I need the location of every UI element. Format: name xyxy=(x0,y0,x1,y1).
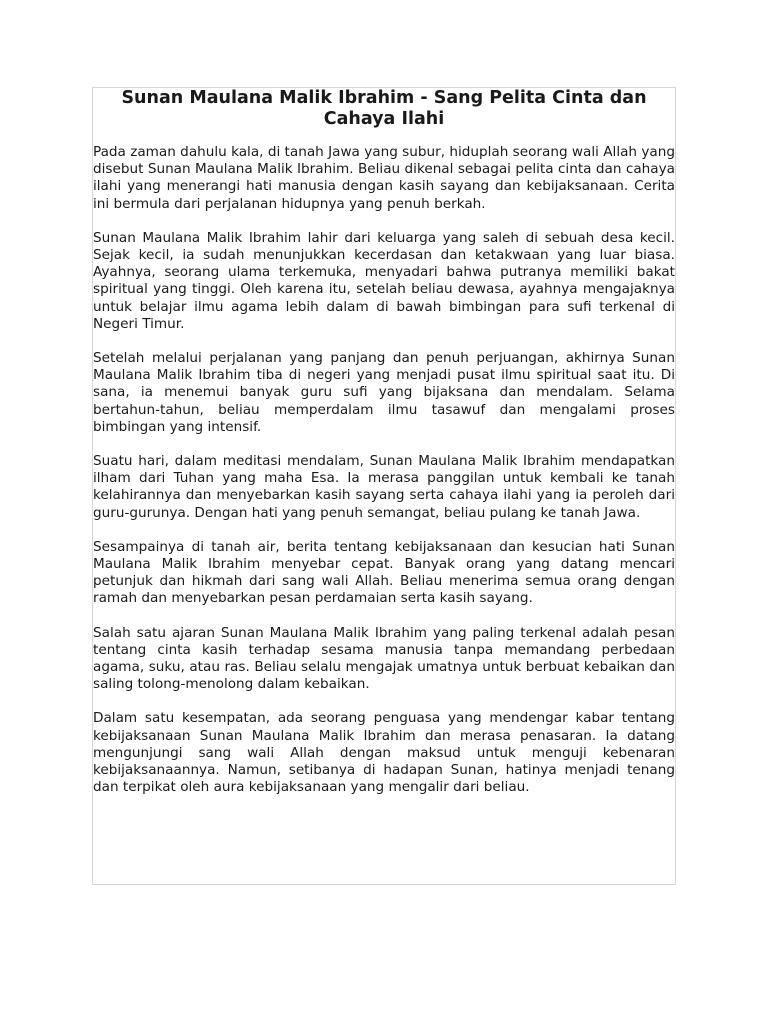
document-body xyxy=(93,88,675,797)
paragraph: Dalam satu kesempatan, ada seorang penguasa yang mendengar kabar tentang kebijaksanaan Sunan Maulana Malik Ibrahim dan merasa penasaran. Ia datang mengunjungi sang wali Allah dengan maksud untuk menguji kebenaran kebijaksanaannya. Namun, setibanya di hadapan Sunan, hatinya menjadi tenang dan terpikat oleh aura kebijaksanaan yang mengalir dari beliau. xyxy=(93,710,675,796)
paragraph: Sesampainya di tanah air, berita tentang kebijaksanaan dan kesucian hati Sunan Maulana Malik Ibrahim menyebar cepat. Banyak orang yang datang mencari petunjuk dan hikmah dari sang wali Allah. Beliau menerima semua orang dengan ramah dan menyebarkan pesan perdamaian serta kasih sayang. xyxy=(93,538,675,607)
paragraph: Sunan Maulana Malik Ibrahim lahir dari keluarga yang saleh di sebuah desa kecil. Sejak kecil, ia sudah menunjukkan kecerdasan dan ketakwaan yang luar biasa. Ayahnya, seorang ulama terkemuka, menyadari bahwa putranya memiliki bakat spiritual yang tinggi. Oleh karena itu, setelah beliau dewasa, ayahnya mengajaknya untuk belajar ilmu agama lebih dalam di bawah bimbingan para sufi terkenal di Negeri Timur. xyxy=(93,229,675,332)
paragraph: Suatu hari, dalam meditasi mendalam, Sunan Maulana Malik Ibrahim mendapatkan ilham dari Tuhan yang maha Esa. Ia merasa panggilan untuk kembali ke tanah kelahirannya dan menyebarkan kasih sayang serta cahaya ilahi yang ia peroleh dari guru-gurunya. Dengan hati yang penuh semangat, beliau pulang ke tanah Jawa. xyxy=(93,453,675,521)
paragraph-list xyxy=(93,144,675,797)
document-title: Sunan Maulana Malik Ibrahim - Sang Pelita Cinta dan Cahaya Ilahi xyxy=(121,88,647,129)
paragraph: Setelah melalui perjalanan yang panjang dan penuh perjuangan, akhirnya Sunan Maulana Malik Ibrahim tiba di negeri yang menjadi pusat ilmu spiritual saat itu. Di sana, ia menemui banyak guru sufi yang bijaksana dan mendalam. Selama bertahun-tahun, beliau memperdalam ilmu tasawuf dan mengalami proses bimbingan yang intensif. xyxy=(93,350,675,435)
paragraph: Pada zaman dahulu kala, di tanah Jawa yang subur, hiduplah seorang wali Allah yang disebut Sunan Maulana Malik Ibrahim. Beliau dikenal sebagai pelita cinta dan cahaya ilahi yang menerangi hati manusia dengan kasih sayang dan kebijaksanaan. Cerita ini bermula dari perjalanan hidupnya yang penuh berkah. xyxy=(93,144,675,212)
paragraph: Salah satu ajaran Sunan Maulana Malik Ibrahim yang paling terkenal adalah pesan tentang cinta kasih terhadap sesama manusia tanpa memandang perbedaan agama, suku, atau ras. Beliau selalu mengajak umatnya untuk berbuat kebaikan dan saling tolong-menolong dalam kebaikan. xyxy=(93,624,675,693)
